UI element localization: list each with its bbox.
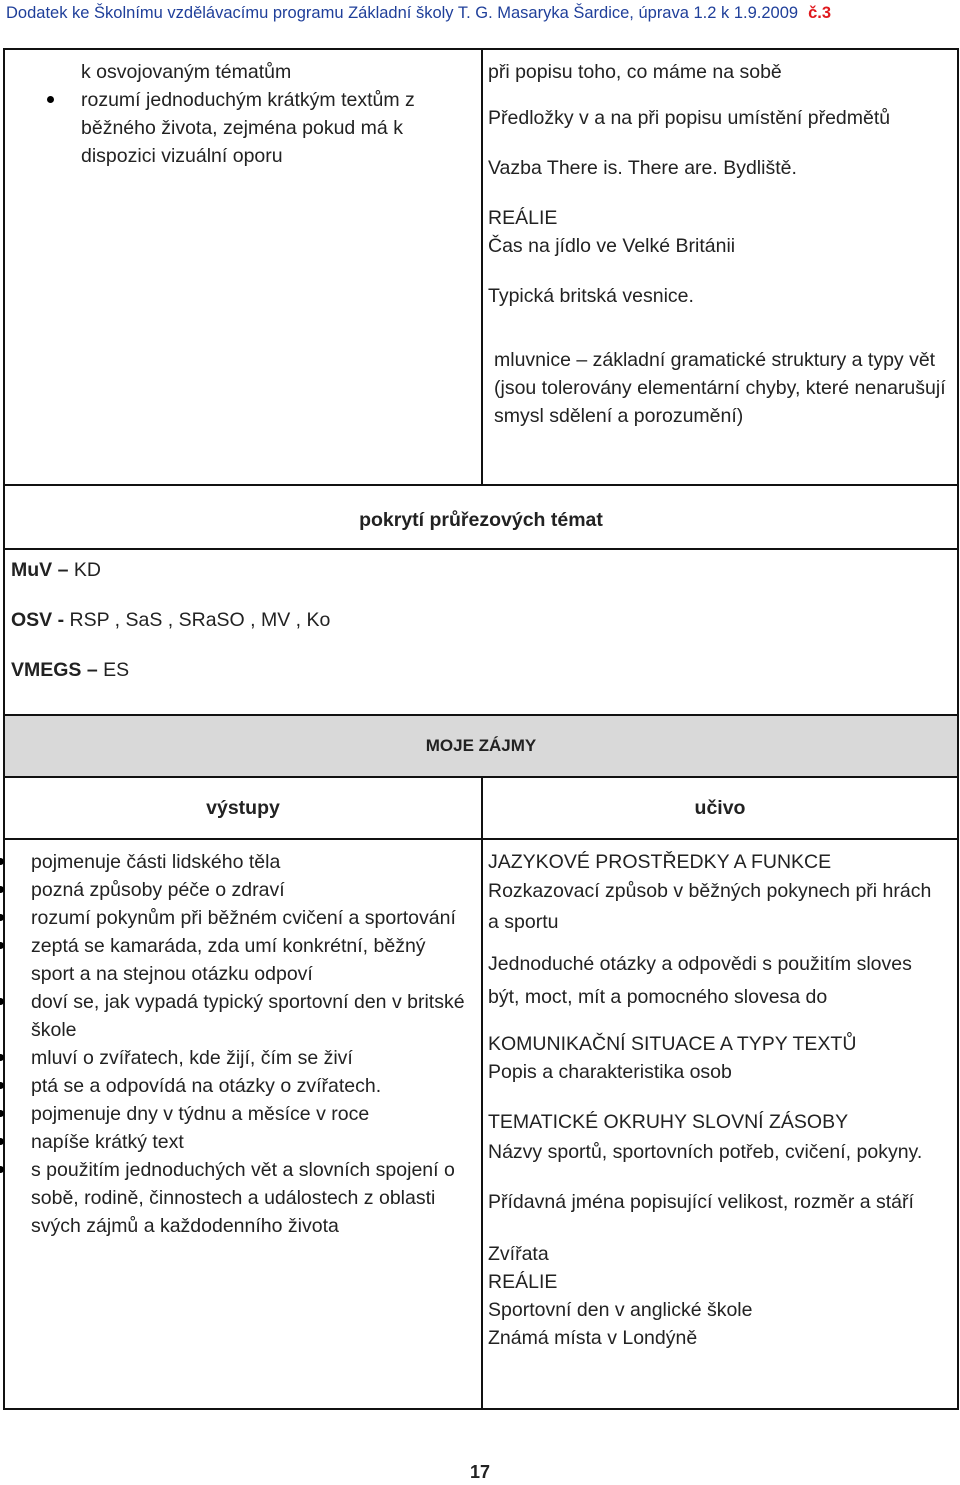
list-item: pozná způsoby péče o zdraví — [0, 876, 471, 904]
list-item: rozumí jednoduchým krátkým textům z běžného života, zejména pokud má k dispozici vizuální oporu — [31, 86, 471, 170]
content-line: Názvy sportů, sportovních potřeb, cvičení, pokyny. — [488, 1141, 923, 1163]
cross-topics-heading: pokrytí průřezových témat — [4, 485, 958, 549]
content-line: REÁLIE — [488, 207, 558, 229]
content-cell — [482, 49, 958, 485]
list-item: s použitím jednoduchých vět a slovních spojení o sobě, rodině, činnostech a událostech z oblasti svých zájmů a každodenního života — [0, 1156, 471, 1240]
cross-topic-muv: MuV – KD — [11, 559, 101, 581]
cross-topics-cell — [4, 549, 958, 715]
header-number: č.3 — [808, 4, 832, 22]
content-cell — [482, 839, 958, 1409]
list-item: pojmenuje dny v týdnu a měsíce v roce — [0, 1100, 471, 1128]
list-item: mluví o zvířatech, kde žijí, čím se živí — [0, 1044, 471, 1072]
content-line: Čas na jídlo ve Velké Británii — [488, 235, 736, 257]
page-number: 17 — [469, 1462, 491, 1482]
outputs-cell — [4, 839, 482, 1409]
content-line: KOMUNIKAČNÍ SITUACE A TYPY TEXTŮ — [488, 1033, 857, 1055]
list-item: k osvojovaným tématům — [81, 61, 292, 83]
table-row — [4, 549, 958, 715]
content-line: při popisu toho, co máme na sobě — [488, 61, 782, 83]
list-item: ptá se a odpovídá na otázky o zvířatech. — [0, 1072, 471, 1100]
content-line: Zvířata — [488, 1243, 549, 1265]
content-line: Sportovní den v anglické škole — [488, 1299, 753, 1321]
cross-topic-osv: OSV - RSP , SaS , SRaSO , MV , Ko — [11, 609, 331, 631]
outputs-list — [0, 848, 471, 1240]
page-header — [6, 0, 956, 26]
outputs-cell — [4, 49, 482, 485]
table-row — [4, 839, 958, 1409]
outputs-list — [31, 86, 471, 170]
content-line: TEMATICKÉ OKRUHY SLOVNÍ ZÁSOBY — [488, 1111, 849, 1133]
content-line: Jednoduché otázky a odpovědi s použitím sloves být, moct, mít a pomocného slovesa do — [488, 953, 912, 1008]
table-row — [4, 715, 958, 777]
content-line: JAZYKOVÉ PROSTŘEDKY A FUNKCE — [488, 851, 832, 873]
column-header-content: učivo — [482, 777, 958, 839]
column-header-outputs: výstupy — [4, 777, 482, 839]
cross-topic-vmegs: VMEGS – ES — [11, 659, 130, 681]
content-line: Předložky v a na při popisu umístění předmětů — [488, 107, 891, 129]
list-item: pojmenuje části lidského těla — [0, 848, 471, 876]
list-item: rozumí pokynům při běžném cvičení a sportování — [0, 904, 471, 932]
content-line: Popis a charakteristika osob — [488, 1061, 732, 1083]
content-line: REÁLIE — [488, 1271, 558, 1293]
table-row — [4, 485, 958, 549]
table-row — [4, 49, 958, 485]
content-line: Vazba There is. There are. Bydliště. — [488, 157, 797, 179]
content-line: Typická britská vesnice. — [488, 285, 694, 307]
table-row — [4, 777, 958, 839]
content-line: Přídavná jména popisující velikost, rozměr a stáří — [488, 1191, 914, 1213]
section-title: MOJE ZÁJMY — [4, 715, 958, 777]
header-title: Dodatek ke Školnímu vzdělávacímu programu Základní školy T. G. Masaryka Šardice, úprava 1.2 k 1.9.2009 — [6, 4, 799, 22]
list-item: zeptá se kamaráda, zda umí konkrétní, běžný sport a na stejnou otázku odpoví — [0, 932, 471, 988]
content-line: mluvnice – základní gramatické struktury a typy vět (jsou tolerovány elementární chyby, které nenarušují smysl sdělení a porozumění) — [494, 349, 946, 427]
list-item: napíše krátký text — [0, 1128, 471, 1156]
curriculum-table — [3, 48, 959, 1410]
content-line: Známá místa v Londýně — [488, 1327, 698, 1349]
content-line: Rozkazovací způsob v běžných pokynech při hrách a sportu — [488, 880, 932, 933]
list-item: doví se, jak vypadá typický sportovní den v britské škole — [0, 988, 471, 1044]
